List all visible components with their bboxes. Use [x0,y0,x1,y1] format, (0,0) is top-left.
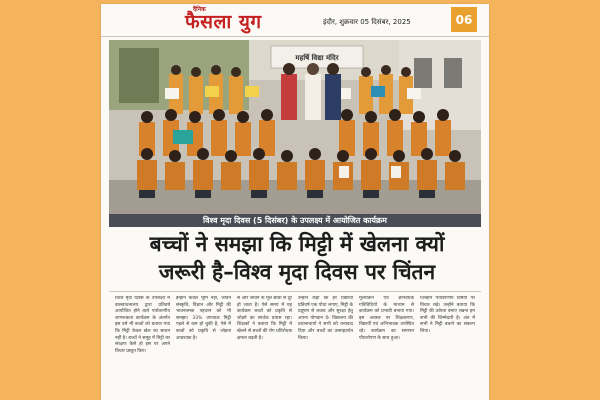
photo-banner-text: महर्षि विद्या मंदिर [295,54,339,62]
article-body [115,296,475,400]
article-column-2: इन्होंने केवल भूमि नहीं, जीवन संस्कृति, विज्ञान और मिट्टी की भावनात्मक पहचान को भी समझा। 33% उपजाऊ मिट्टी पहले से कम हो चुकी है, ऐसे में बच्चों को प्रकृति से जोड़ना आवश्यक है। [176,296,231,341]
divider [109,291,481,292]
headline-line-1: बच्चों ने समझा कि मिट्टी में खेलना क्यों [149,232,445,256]
headline [115,230,479,286]
paper-tagline: दैनिक [193,6,206,13]
group-photo-illustration [109,40,481,214]
page-number: 06 [451,7,477,32]
article-column-1: विश्व मृदा दिवस के उपलक्ष्य में बालवाचनालय द्वारा प्रतिवर्ष आयोजित होने वाले पर्यावरणीय जागरूकता कार्यक्रम के अंतर्गत इस वर्ष भी बच्चों को बताया गया कि मिट्टी केवल खेल का साधन नहीं है। बच्चों ने समूह में मिट्टी का संरक्षण कैसे हो इस पर अपने विचार प्रस्तुत किए। [115,296,170,354]
newspaper-page [101,4,489,400]
article-column-4: उन्होंने कहा कि हर विद्यार्थी प्रतिवर्ष एक पौधा लगाए, मिट्टी के प्रदूषण से बचाव और सुरक्षा हेतु अपना योगदान दे। विद्यालय की प्रधानाचार्या ने सभी को धन्यवाद दिया और बच्चों का उत्साहवर्धन किया। [298,296,353,341]
masthead [101,4,489,37]
dateline: इंदौर, शुक्रवार 05 दिसंबर, 2025 [323,18,411,26]
article-column-6: जिन्होंने पर्यावरणीय विषयों पर विचार रखे। उन्होंने बताया कि मिट्टी की उर्वरता बनाए रखना हम सभी की जिम्मेदारी है। अंत में सभी ने मिट्टी बचाने का संकल्प लिया। [420,296,475,334]
group-photo [109,40,481,214]
headline-line-2: जरूरी है–विश्व मृदा दिवस पर चिंतन [158,260,436,284]
article-column-3: से और जीवन के मूल स्रोतों से दूर हो जाता है। ऐसे समय में यह कार्यक्रम बच्चों को प्रकृति से जोड़ने का सार्थक प्रयास रहा। शिक्षकों ने बताया कि मिट्टी में खेलने से बच्चों की रोग प्रतिरोधक क्षमता बढ़ती है। [237,296,292,341]
newspaper-name: फैसला युग [185,11,262,33]
article-column-5: मूल्यांकन एवं ज्ञानवर्धक गतिविधियों के माध्यम से कार्यक्रम को प्रभावी बनाया गया। इस अवसर पर शिक्षकगण, विद्यार्थी एवं अभिभावक उपस्थित रहे। कार्यक्रम का समापन पौधारोपण के साथ हुआ। [359,296,414,341]
photo-caption: विश्व मृदा दिवस (5 दिसंबर) के उपलक्ष्य में आयोजित कार्यक्रम [109,214,481,227]
